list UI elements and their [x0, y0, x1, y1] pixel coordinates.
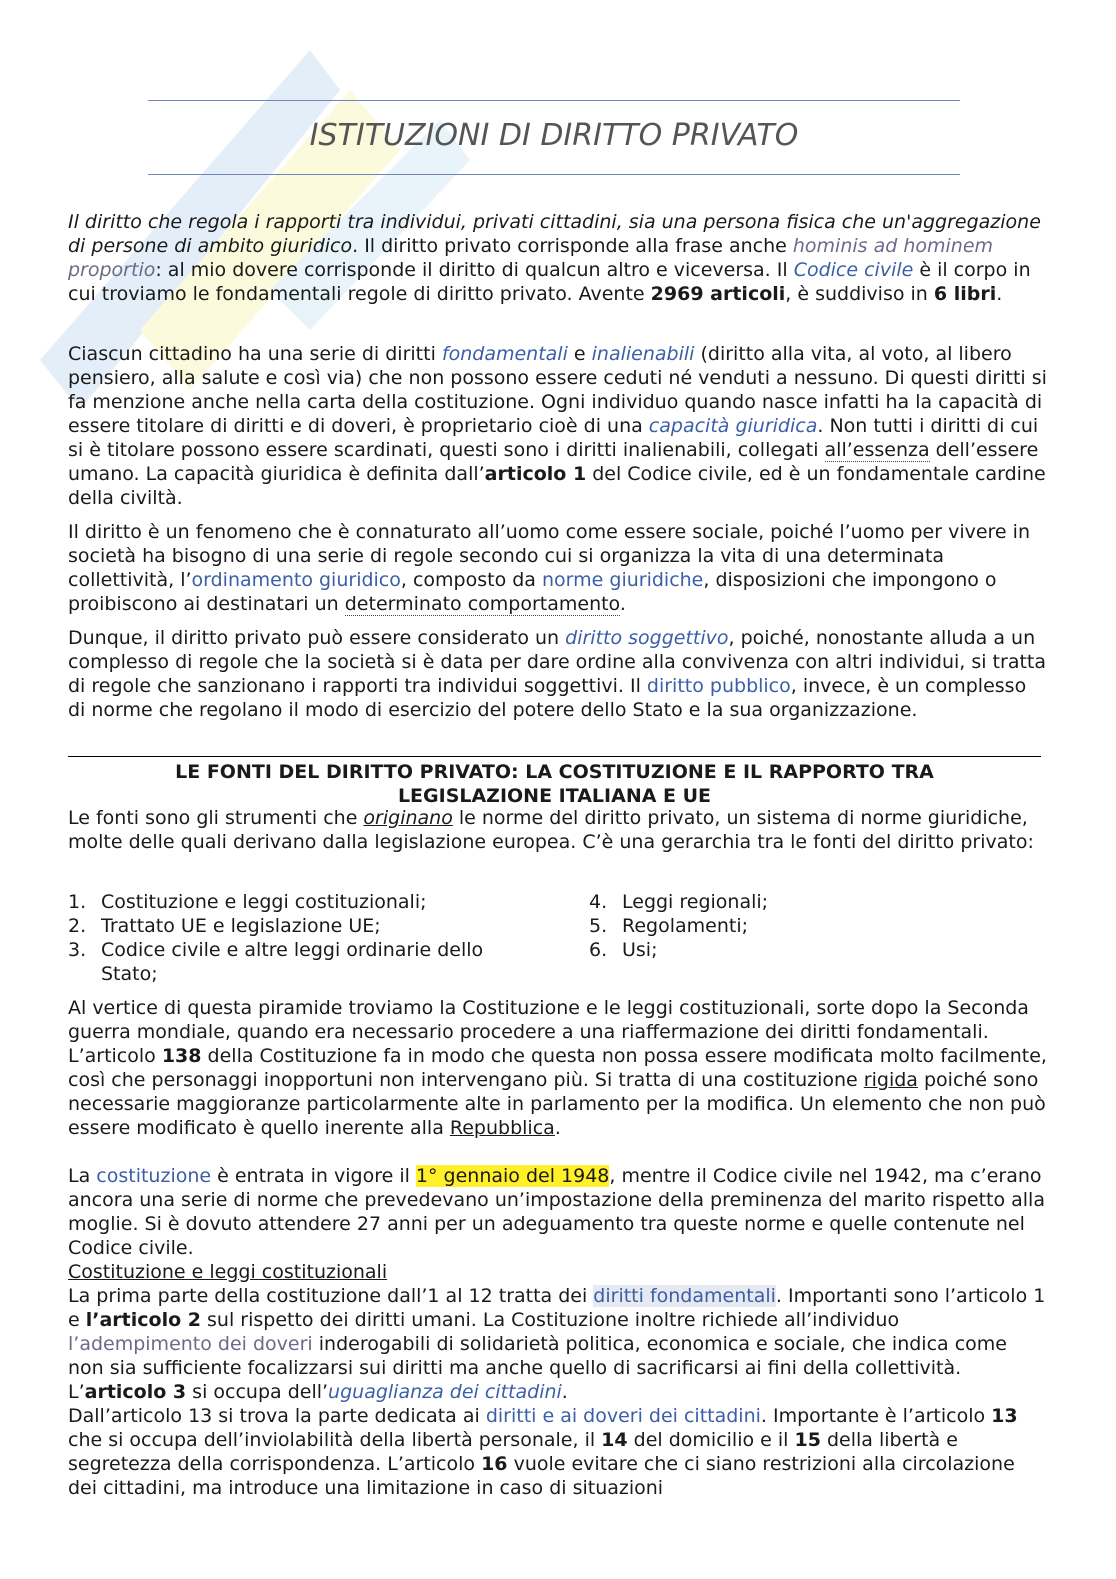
title-rule-bottom [148, 174, 960, 175]
paragraph-intro: Il diritto che regola i rapporti tra individui, privati cittadini, sia una persona fisica che un'aggregazione di persone di ambito giuridico. Il diritto privato corrisponde alla frase anche hominis ad hominem proportio: al mio dovere corrisponde il diritto di qualcun altro e viceversa. Il Codice civile è il corpo in cui troviamo le fondamentali regole di diritto privato. Avente 2969 articoli, è suddiviso in 6 libri. [68, 211, 1041, 305]
term-diritto-soggettivo: diritto soggettivo [565, 627, 729, 649]
page-title: ISTITUZIONI DI DIRITTO PRIVATO [309, 118, 799, 153]
paragraph-fonti: Le fonti sono gli strumenti che originano le norme del diritto privato, un sistema di norme giuridiche, molte delle quali derivano dalla legislazione europea. C’è una gerarchia tra le fonti del diritto privato: [68, 807, 1034, 853]
paragraph-soggettivo: Dunque, il diritto privato può essere considerato un diritto soggettivo, poiché, nonostante alluda a un complesso di regole che la società si è data per dare ordine alla convivenza con altri individui, si tratta di regole che sanzionano i rapporti tra individui soggettivi. Il diritto pubblico, invece, è un complesso di norme che regolano il modo di esercizio del potere dello Stato e la sua organizzazione. [68, 627, 1047, 721]
paragraph-articolo-13: Dall’articolo 13 si trova la parte dedicata ai diritti e ai doveri dei cittadini. Importante è l’articolo 13 che si occupa dell’inviolabilità della libertà personale, il 14 del domicilio e il 15 della libertà e segretezza della corrispondenza. L’articolo 16 vuole evitare che ci siano restrizioni alla circolazione dei cittadini, ma introduce una limitazione in caso di situazioni [68, 1405, 1018, 1499]
term-diritto-pubblico: diritto pubblico [646, 675, 791, 697]
term-codice-civile: Codice civile [793, 259, 914, 281]
subheading-costituzione: Costituzione e leggi costituzionali [68, 1261, 388, 1283]
term-norme: norme giuridiche [542, 569, 704, 591]
paragraph-1948: La costituzione è entrata in vigore il 1° gennaio del 1948, mentre il Codice civile nel 1942, ma c’erano ancora una serie di norme che prevedevano un’impostazione della preminenza del marito rispetto alla moglie. Si è dovuto attendere 27 anni per un adeguamento tra queste norme e quelle contenute nel Codice civile. [68, 1165, 1045, 1259]
term-diritti-fondamentali: diritti fondamentali [593, 1285, 776, 1307]
section-divider [68, 756, 1041, 757]
section-heading: LE FONTI DEL DIRITTO PRIVATO: LA COSTITUZIONE E IL RAPPORTO TRA LEGISLAZIONE ITALIANA E UE [175, 761, 934, 807]
list-item: 5. Regolamenti; [589, 915, 749, 937]
fonti-list-left [68, 890, 538, 986]
list-item: 4. Leggi regionali; [589, 891, 769, 913]
list-item: 1. Costituzione e leggi costituzionali; [68, 891, 427, 913]
list-item: 6. Usi; [589, 939, 658, 961]
paragraph-fenomeno: Il diritto è un fenomeno che è connaturato all’uomo come essere sociale, poiché l’uomo per vivere in società ha bisogno di una serie di regole secondo cui si organizza la vita di una determinata collettività, l’ordinamento giuridico, composto da norme giuridiche, disposizioni che impongono o proibiscono ai destinatari un determinato comportamento. [68, 521, 1030, 615]
list-item: 2. Trattato UE e legislazione UE; [68, 915, 381, 937]
list-item: 3. Codice civile e altre leggi ordinarie dello Stato; [68, 939, 484, 985]
paragraph-prima-parte: La prima parte della costituzione dall’1 al 12 tratta dei diritti fondamentali. Importanti sono l’articolo 1 e l’articolo 2 sul rispetto dei diritti umani. La Costituzione inoltre richiede all’individuo l’adempimento dei doveri inderogabili di solidarietà politica, economica e sociale, che indica come non sia sufficiente focalizzarsi sui diritti ma anche quello di sacrificarsi ai fini della collettività. L’articolo 3 si occupa dell’uguaglianza dei cittadini. [68, 1285, 1046, 1403]
term-uguaglianza: uguaglianza dei cittadini [328, 1381, 562, 1403]
paragraph-piramide: Al vertice di questa piramide troviamo la Costituzione e le leggi costituzionali, sorte dopo la Seconda guerra mondiale, quando era necessario procedere a una riaffermazione dei diritti fondamentali. L’articolo 138 della Costituzione fa in modo che questa non possa essere modificata molto facilmente, così che personaggi inopportuni non intervengano più. Si tratta di una costituzione rigida poiché sono necessarie maggioranze particolarmente alte in parlamento per la modifica. Un elemento che non può essere modificato è quello inerente alla Repubblica. [68, 997, 1047, 1139]
paragraph-diritti: Ciascun cittadino ha una serie di diritti fondamentali e inalienabili (diritto alla vita, al voto, al libero pensiero, alla salute e così via) che non possono essere ceduti né venduti a nessuno. Di questi diritti si fa menzione anche nella carta della costituzione. Ogni individuo quando nasce infatti ha la capacità di essere titolare di diritti e di doveri, è proprietario cioè di una capacità giuridica. Non tutti i diritti di cui si è titolare possono essere scardinati, questi sono i diritti inalienabili, collegati all’essenza dell’essere umano. La capacità giuridica è definita dall’articolo 1 del Codice civile, ed è un fondamentale cardine della civiltà. [68, 343, 1047, 509]
term-ordinamento: ordinamento giuridico [191, 569, 401, 591]
term-costituzione: costituzione [96, 1165, 212, 1187]
highlight-date: 1° gennaio del 1948 [415, 1165, 610, 1187]
term-capacita-giuridica: capacità giuridica [648, 415, 818, 437]
term-diritti-doveri: diritti e ai doveri dei cittadini [485, 1405, 761, 1427]
term-fondamentali: fondamentali [441, 343, 568, 365]
title-rule-top [148, 100, 960, 101]
intro-definition: Il diritto che regola i rapporti tra individui, privati cittadini, sia una persona fisica che un'aggregazione di persone di ambito giuridico [68, 211, 1041, 257]
term-adempimento: l’adempimento dei doveri [68, 1333, 313, 1355]
fonti-list-right [589, 890, 989, 962]
term-hominis: hominis ad hominem proportio [68, 235, 994, 281]
term-inalienabili: inalienabili [591, 343, 695, 365]
